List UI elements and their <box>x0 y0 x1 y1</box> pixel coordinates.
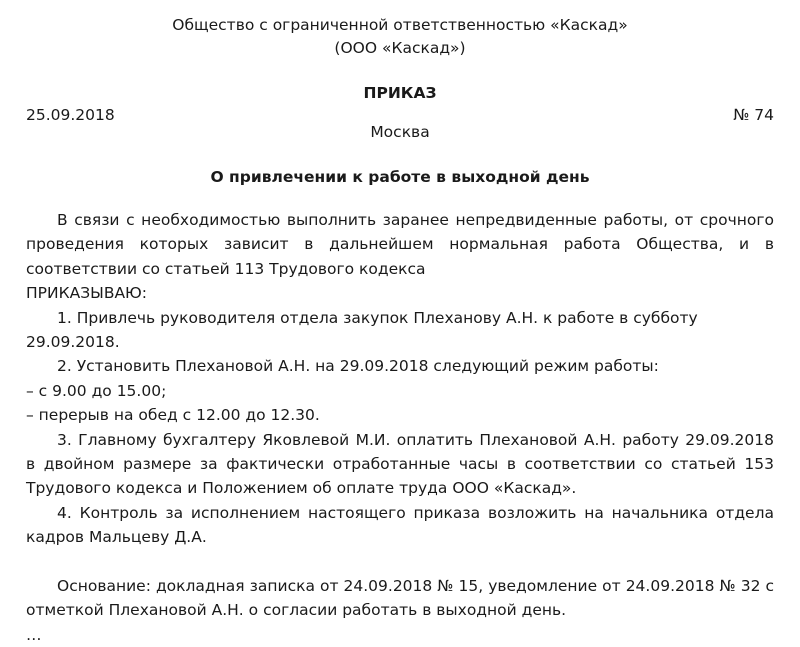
ellipsis: … <box>26 625 42 644</box>
document-body <box>26 208 774 647</box>
paragraph-gap <box>26 550 774 574</box>
order-word: ПРИКАЗЫВАЮ: <box>26 284 148 303</box>
organization-full-name: Общество с ограниченной ответственностью «Каскад» <box>172 16 628 34</box>
organization-short-name: (ООО «Каскад») <box>334 39 466 57</box>
order-item-3: 3. Главному бухгалтеру Яковлевой М.И. оплатить Плехановой А.Н. работу 29.09.2018 в двойном размере за фактически отработанные часы в соответствии со статьей 153 Трудового кодекса и Положением об оплате труда ООО «Каскад». <box>26 430 774 498</box>
document-date: 25.09.2018 <box>26 106 115 124</box>
order-item-4: 4. Контроль за исполнением настоящего приказа возложить на начальника отдела кадров Мальцеву Д.А. <box>26 503 774 547</box>
document-city: Москва <box>370 123 430 141</box>
order-item-2-line-2: – перерыв на обед с 12.00 до 12.30. <box>26 406 320 425</box>
preamble-paragraph: В связи с необходимостью выполнить заранее непредвиденные работы, от срочного проведения которых зависит в дальнейшем нормальная работа Общества, и в соответствии со статьей 113 Трудового кодекса <box>26 211 774 278</box>
order-item-1: 1. Привлечь руководителя отдела закупок Плеханову А.Н. к работе в субботу 29.09.2018. <box>26 308 698 352</box>
order-item-2: 2. Установить Плехановой А.Н. на 29.09.2018 следующий режим работы: <box>57 357 659 376</box>
document-subject: О привлечении к работе в выходной день <box>210 168 590 186</box>
document-title: ПРИКАЗ <box>363 84 437 102</box>
document-number: № 74 <box>733 106 774 124</box>
order-item-2-line-1: – с 9.00 до 15.00; <box>26 381 167 400</box>
basis-paragraph: Основание: докладная записка от 24.09.2018 № 15, уведомление от 24.09.2018 № 32 с отметкой Плехановой А.Н. о согласии работать в выходной день. <box>26 576 774 620</box>
